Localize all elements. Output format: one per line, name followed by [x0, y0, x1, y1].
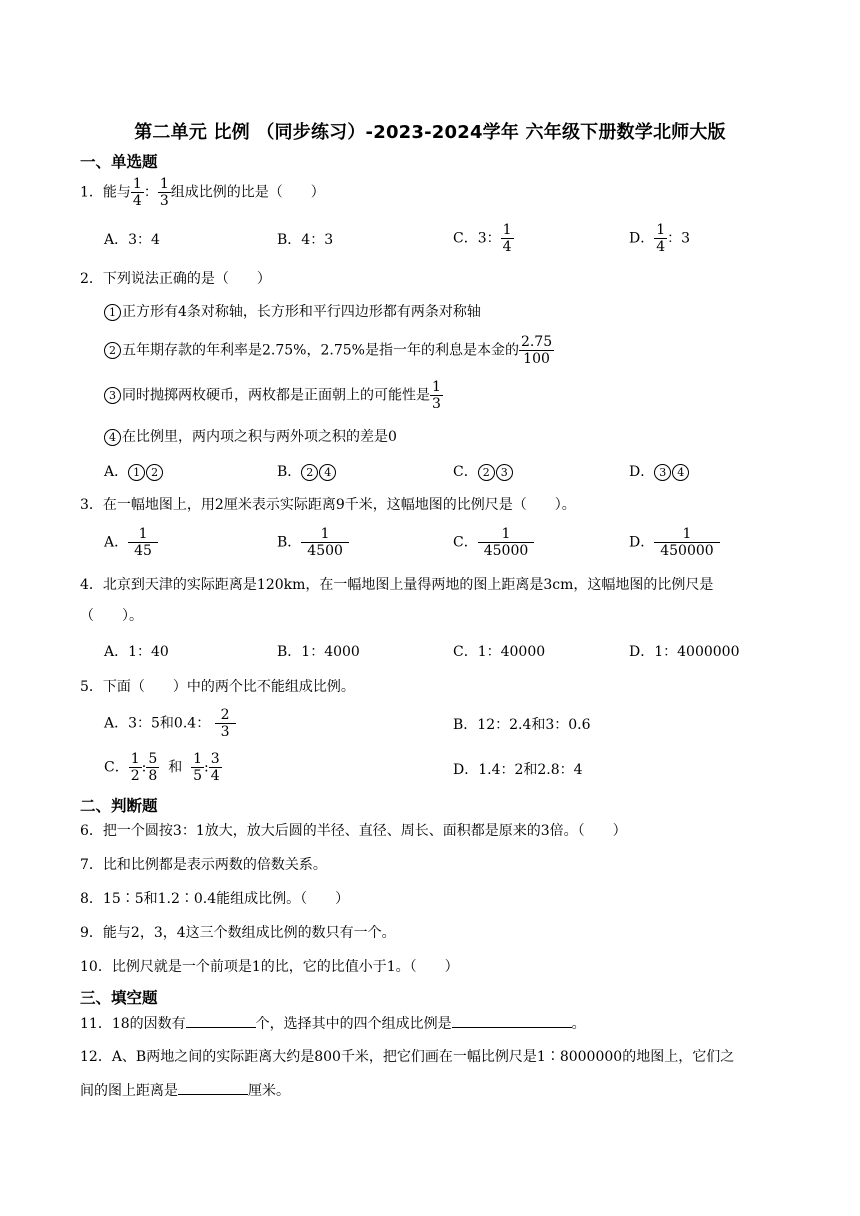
fraction: $\frac{1}{4}$: [132, 176, 142, 209]
q2-option-c: C． 2 3: [453, 462, 514, 482]
question-7: 7．比和比例都是表示两数的倍数关系。: [80, 857, 327, 873]
answer-blank[interactable]: [178, 1080, 248, 1095]
q4-option-b: B．1：4000: [277, 644, 360, 660]
question-12-line1: 12．A、B两地之间的实际距离大约是800千米，把它们画在一幅比例尺是1∶8000000的地图上，它们之: [80, 1049, 735, 1065]
q5-option-a: A．3：5和0.4： $\frac{2}{3}$: [104, 707, 236, 740]
question-1-stem: 1．能与 $\frac{1}{4}$ ： $\frac{1}{3}$ 组成比例的比是（ ）: [80, 176, 325, 209]
fraction: $\frac{1}{4500}$: [301, 526, 349, 559]
fraction: $\frac{1}{3}$: [432, 379, 441, 412]
q2-option-d: D． 3 4: [629, 462, 690, 482]
q1-option-c: C．3： $\frac{1}{4}$: [453, 222, 512, 255]
q4-option-d: D．1：4000000: [629, 644, 740, 660]
q3-option-a: A． $\frac{1}{45}$: [104, 526, 158, 559]
q3-option-c: C． $\frac{1}{45000}$: [453, 526, 534, 559]
fraction: $\frac{1}{450000}$: [654, 526, 719, 559]
fraction: $\frac{1}{3}$: [159, 176, 169, 209]
fraction: $\frac{1}{45000}$: [478, 526, 535, 559]
q5-option-d: D．1.4：2和2.8：4: [453, 762, 583, 778]
q3-option-d: D． $\frac{1}{450000}$: [629, 526, 720, 559]
q1-option-b: B．4：3: [277, 232, 334, 248]
question-3-stem: 3．在一幅地图上，用2厘米表示实际距离9千米，这幅地图的比例尺是（ ）。: [80, 497, 576, 513]
circled-number: 4: [104, 429, 121, 446]
fraction: $\frac{2.75}{100}$: [520, 334, 553, 367]
q2-option-b: B． 2 4: [277, 462, 337, 482]
question-6: 6．把一个圆按3：1放大，放大后圆的半径、直径、周长、面积都是原来的3倍。（ ）: [80, 823, 627, 839]
fraction: $\frac{1}{2}$: [130, 751, 140, 784]
circled-number: 1: [104, 304, 121, 321]
q1-option-d: D． $\frac{1}{4}$ ：3: [629, 222, 691, 255]
q4-option-a: A．1：40: [104, 644, 169, 660]
question-4-stem-cont: （ ）。: [80, 608, 143, 624]
fraction: $\frac{1}{5}$: [193, 751, 203, 784]
fraction: $\frac{5}{8}$: [148, 751, 158, 784]
q1-option-a: A．3：4: [104, 232, 160, 248]
answer-blank[interactable]: [452, 1013, 572, 1028]
fraction: $\frac{1}{4}$: [656, 222, 666, 255]
question-9: 9．能与2，3，4这三个数组成比例的数只有一个。: [80, 925, 396, 941]
question-8: 8．15∶5和1.2∶0.4能组成比例。（ ）: [80, 891, 350, 907]
question-11: 11．18的因数有 个，选择其中的四个组成比例是 。: [80, 1013, 586, 1034]
section-heading-single-choice: 一、单选题: [80, 153, 158, 171]
q2-statement-3: 3 同时抛掷两枚硬币，两枚都是正面朝上的可能性是 $\frac{1}{3}$: [104, 379, 443, 412]
q5-option-b: B．12：2.4和3：0.6: [453, 717, 591, 733]
fraction: $\frac{2}{3}$: [215, 707, 236, 740]
question-5-stem: 5．下面（ ）中的两个比不能组成比例。: [80, 679, 355, 695]
question-12-line2: 间的图上距离是 厘米。: [80, 1080, 290, 1101]
section-heading-fill-blank: 三、填空题: [80, 989, 158, 1007]
section-heading-true-false: 二、判断题: [80, 797, 158, 815]
q2-statement-2: 2 五年期存款的年利率是2.75%，2.75%是指一年的利息是本金的 $\frac{2.75}{100}$: [104, 334, 554, 367]
question-2-stem: 2．下列说法正确的是（ ）: [80, 271, 271, 287]
q3-option-b: B． $\frac{1}{4500}$: [277, 526, 349, 559]
q4-option-c: C．1：40000: [453, 644, 546, 660]
q2-statement-1: 1 正方形有4条对称轴，长方形和平行四边形都有两条对称轴: [104, 302, 481, 322]
question-10: 10．比例尺就是一个前项是1的比，它的比值小于1。（ ）: [80, 959, 459, 975]
fraction: $\frac{3}{4}$: [210, 751, 220, 784]
q5-option-c: C． $\frac{1}{2}$ : $\frac{5}{8}$ 和 $\frac{1}{5}$ : $\frac{3}{4}$: [104, 751, 220, 784]
circled-number: 2: [104, 342, 121, 359]
page-title: 第二单元 比例 （同步练习）-2023-2024学年 六年级下册数学北师大版: [134, 122, 726, 143]
fraction: $\frac{1}{45}$: [128, 526, 158, 559]
q2-option-a: A． 1 2: [104, 462, 164, 482]
fraction: $\frac{1}{4}$: [502, 222, 512, 255]
circled-number: 3: [104, 387, 121, 404]
answer-blank[interactable]: [186, 1013, 256, 1028]
q2-statement-4: 4 在比例里，两内项之积与两外项之积的差是0: [104, 427, 397, 447]
question-4-stem: 4．北京到天津的实际距离是120km，在一幅地图上量得两地的图上距离是3cm，这幅地图的比例尺是: [80, 577, 714, 593]
